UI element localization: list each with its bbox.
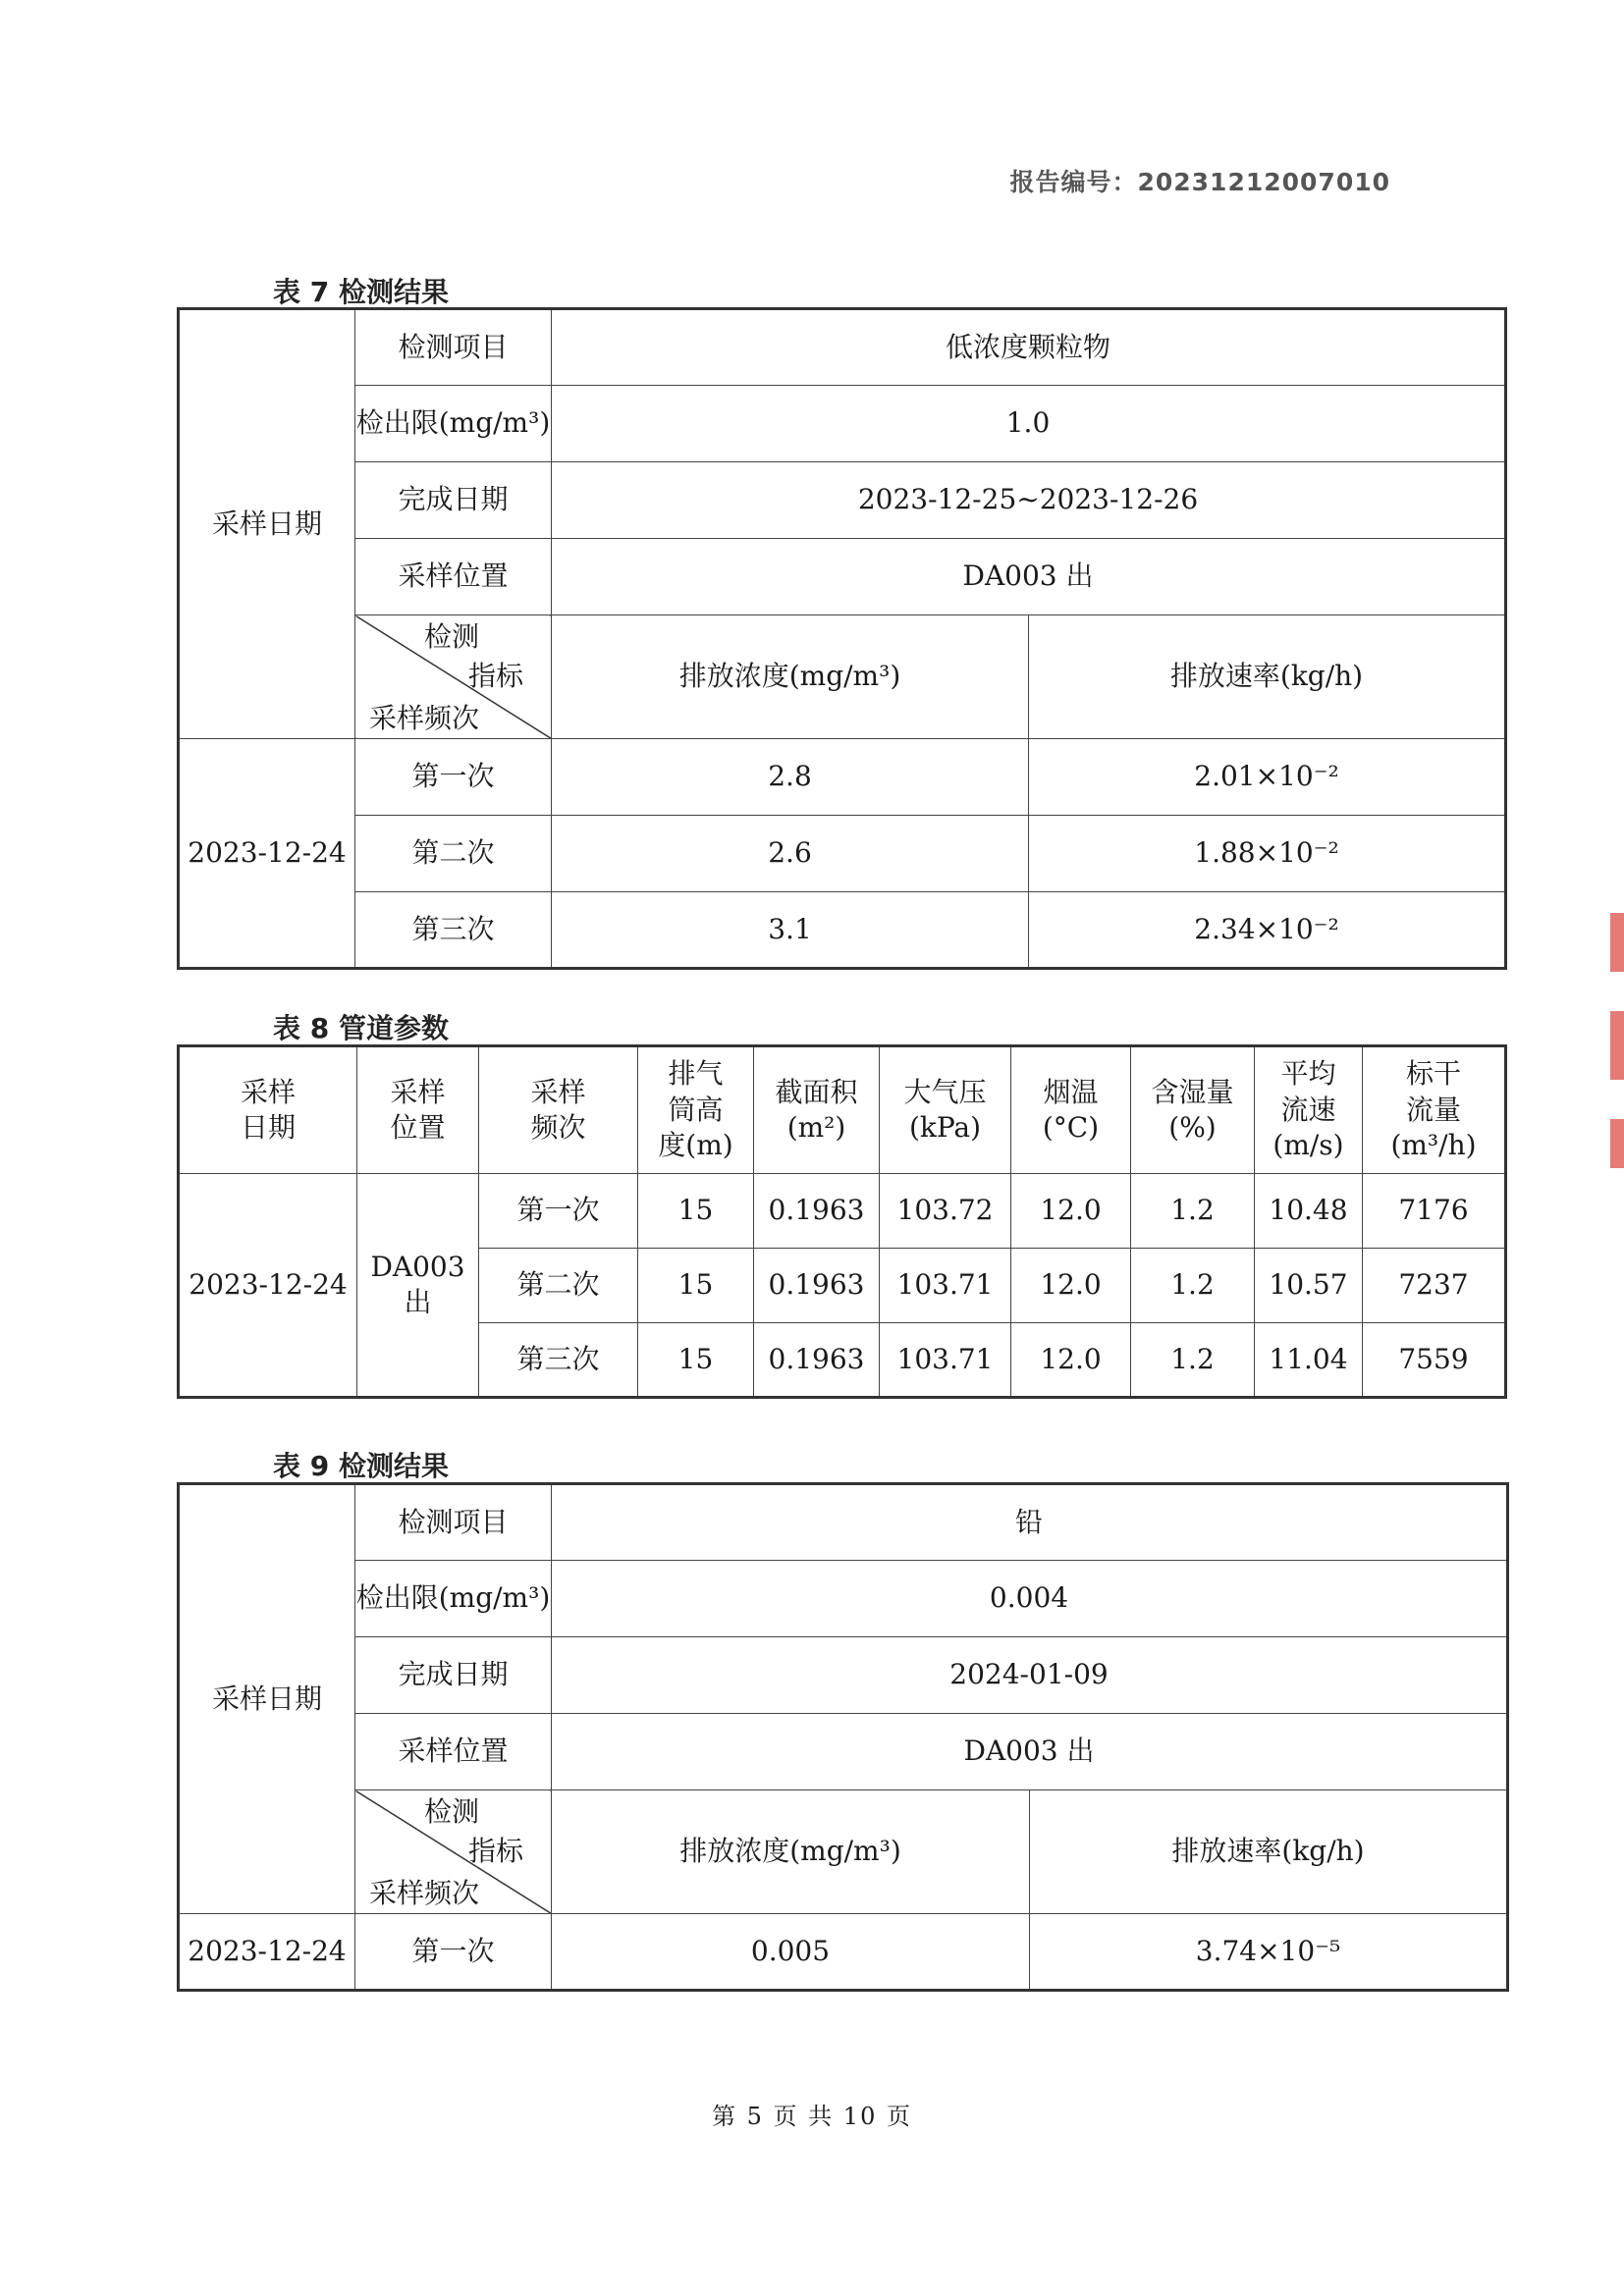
table7-info-value: 1.0 <box>552 386 1506 462</box>
table8-header: 排气 筒高 度(m) <box>638 1046 754 1174</box>
table8-location: DA003 出 <box>357 1174 479 1398</box>
table8-height: 15 <box>638 1249 754 1323</box>
table7-info-value: DA003 出 <box>552 539 1506 615</box>
table8-moisture: 1.2 <box>1131 1323 1255 1398</box>
table9-info-label: 检测项目 <box>355 1484 552 1561</box>
table9-col-header: 排放速率(kg/h) <box>1030 1790 1508 1914</box>
table7-conc: 2.6 <box>552 816 1029 892</box>
table7-side-label: 采样日期 <box>179 309 355 739</box>
table7-info-value: 2023-12-25~2023-12-26 <box>552 462 1506 539</box>
table9-info-value: 0.004 <box>552 1561 1508 1637</box>
table8-height: 15 <box>638 1174 754 1249</box>
table8-freq: 第二次 <box>479 1249 638 1323</box>
table8-header: 采样 频次 <box>479 1046 638 1174</box>
table8-pressure: 103.72 <box>880 1174 1011 1249</box>
diag-top-label: 检测 <box>424 620 480 653</box>
table7-col-header: 排放浓度(mg/m³) <box>552 615 1029 739</box>
diag-bottom-label: 采样频次 <box>369 701 480 734</box>
table8-velocity: 10.48 <box>1255 1174 1363 1249</box>
table8-header: 烟温 (°C) <box>1011 1046 1131 1174</box>
diag-mid-label: 指标 <box>467 1835 523 1867</box>
table8-temp: 12.0 <box>1011 1174 1131 1249</box>
seal-edge-fragment <box>1606 913 1624 1247</box>
table8-date: 2023-12-24 <box>179 1174 357 1398</box>
table8-height: 15 <box>638 1323 754 1398</box>
table8-temp: 12.0 <box>1011 1249 1131 1323</box>
table7-date: 2023-12-24 <box>179 739 355 969</box>
table8-caption: 表 8 管道参数 <box>273 1012 449 1044</box>
table9-col-header: 排放浓度(mg/m³) <box>552 1790 1030 1914</box>
table8-header: 采样 日期 <box>179 1046 357 1174</box>
table9-side-label: 采样日期 <box>179 1484 355 1914</box>
table8-header: 采样 位置 <box>357 1046 479 1174</box>
table9-info-label: 采样位置 <box>355 1714 552 1790</box>
table7-info-label: 检测项目 <box>355 309 552 386</box>
table8-flow: 7559 <box>1363 1323 1506 1398</box>
table7-info-value: 低浓度颗粒物 <box>552 309 1506 386</box>
table8-velocity: 11.04 <box>1255 1323 1363 1398</box>
table8-area: 0.1963 <box>754 1323 880 1398</box>
table7-diagonal-header <box>355 615 552 739</box>
diag-bottom-label: 采样频次 <box>369 1876 480 1909</box>
table7-freq: 第一次 <box>355 739 552 816</box>
table8-header: 平均 流速 (m/s) <box>1255 1046 1363 1174</box>
table9-info-value: DA003 出 <box>552 1714 1508 1790</box>
table7-conc: 2.8 <box>552 739 1029 816</box>
report-number: 报告编号：20231212007010 <box>1009 168 1390 196</box>
table9-caption: 表 9 检测结果 <box>273 1450 449 1482</box>
table9-info-value: 2024-01-09 <box>552 1637 1508 1714</box>
table9 <box>177 1482 1509 1992</box>
table7-conc: 3.1 <box>552 892 1029 969</box>
table7 <box>177 307 1507 970</box>
table9-diagonal-header <box>355 1790 552 1914</box>
table8-header: 截面积 (m²) <box>754 1046 880 1174</box>
table8-flow: 7237 <box>1363 1249 1506 1323</box>
page-footer: 第 5 页 共 10 页 <box>712 2103 912 2130</box>
table7-rate: 2.01×10⁻² <box>1029 739 1506 816</box>
diag-mid-label: 指标 <box>467 660 523 692</box>
table8-header: 大气压 (kPa) <box>880 1046 1011 1174</box>
table8-header: 标干 流量 (m³/h) <box>1363 1046 1506 1174</box>
table8 <box>177 1044 1507 1399</box>
table8-freq: 第三次 <box>479 1323 638 1398</box>
table9-info-label: 检出限(mg/m³) <box>355 1561 552 1637</box>
table7-info-label: 完成日期 <box>355 462 552 539</box>
table7-freq: 第二次 <box>355 816 552 892</box>
table8-moisture: 1.2 <box>1131 1249 1255 1323</box>
table9-conc: 0.005 <box>552 1914 1030 1991</box>
table8-area: 0.1963 <box>754 1249 880 1323</box>
table8-pressure: 103.71 <box>880 1249 1011 1323</box>
table9-info-label: 完成日期 <box>355 1637 552 1714</box>
table7-info-label: 采样位置 <box>355 539 552 615</box>
table7-col-header: 排放速率(kg/h) <box>1029 615 1506 739</box>
table9-info-value: 铅 <box>552 1484 1508 1561</box>
table8-temp: 12.0 <box>1011 1323 1131 1398</box>
table9-rate: 3.74×10⁻⁵ <box>1030 1914 1508 1991</box>
table9-freq: 第一次 <box>355 1914 552 1991</box>
table7-freq: 第三次 <box>355 892 552 969</box>
table8-header: 含湿量 (%) <box>1131 1046 1255 1174</box>
table8-freq: 第一次 <box>479 1174 638 1249</box>
table8-area: 0.1963 <box>754 1174 880 1249</box>
table7-rate: 2.34×10⁻² <box>1029 892 1506 969</box>
table7-caption: 表 7 检测结果 <box>273 276 449 308</box>
table8-flow: 7176 <box>1363 1174 1506 1249</box>
table8-pressure: 103.71 <box>880 1323 1011 1398</box>
table9-date: 2023-12-24 <box>179 1914 355 1991</box>
table8-moisture: 1.2 <box>1131 1174 1255 1249</box>
diag-top-label: 检测 <box>424 1795 480 1828</box>
table7-info-label: 检出限(mg/m³) <box>355 386 552 462</box>
table8-velocity: 10.57 <box>1255 1249 1363 1323</box>
table7-rate: 1.88×10⁻² <box>1029 816 1506 892</box>
